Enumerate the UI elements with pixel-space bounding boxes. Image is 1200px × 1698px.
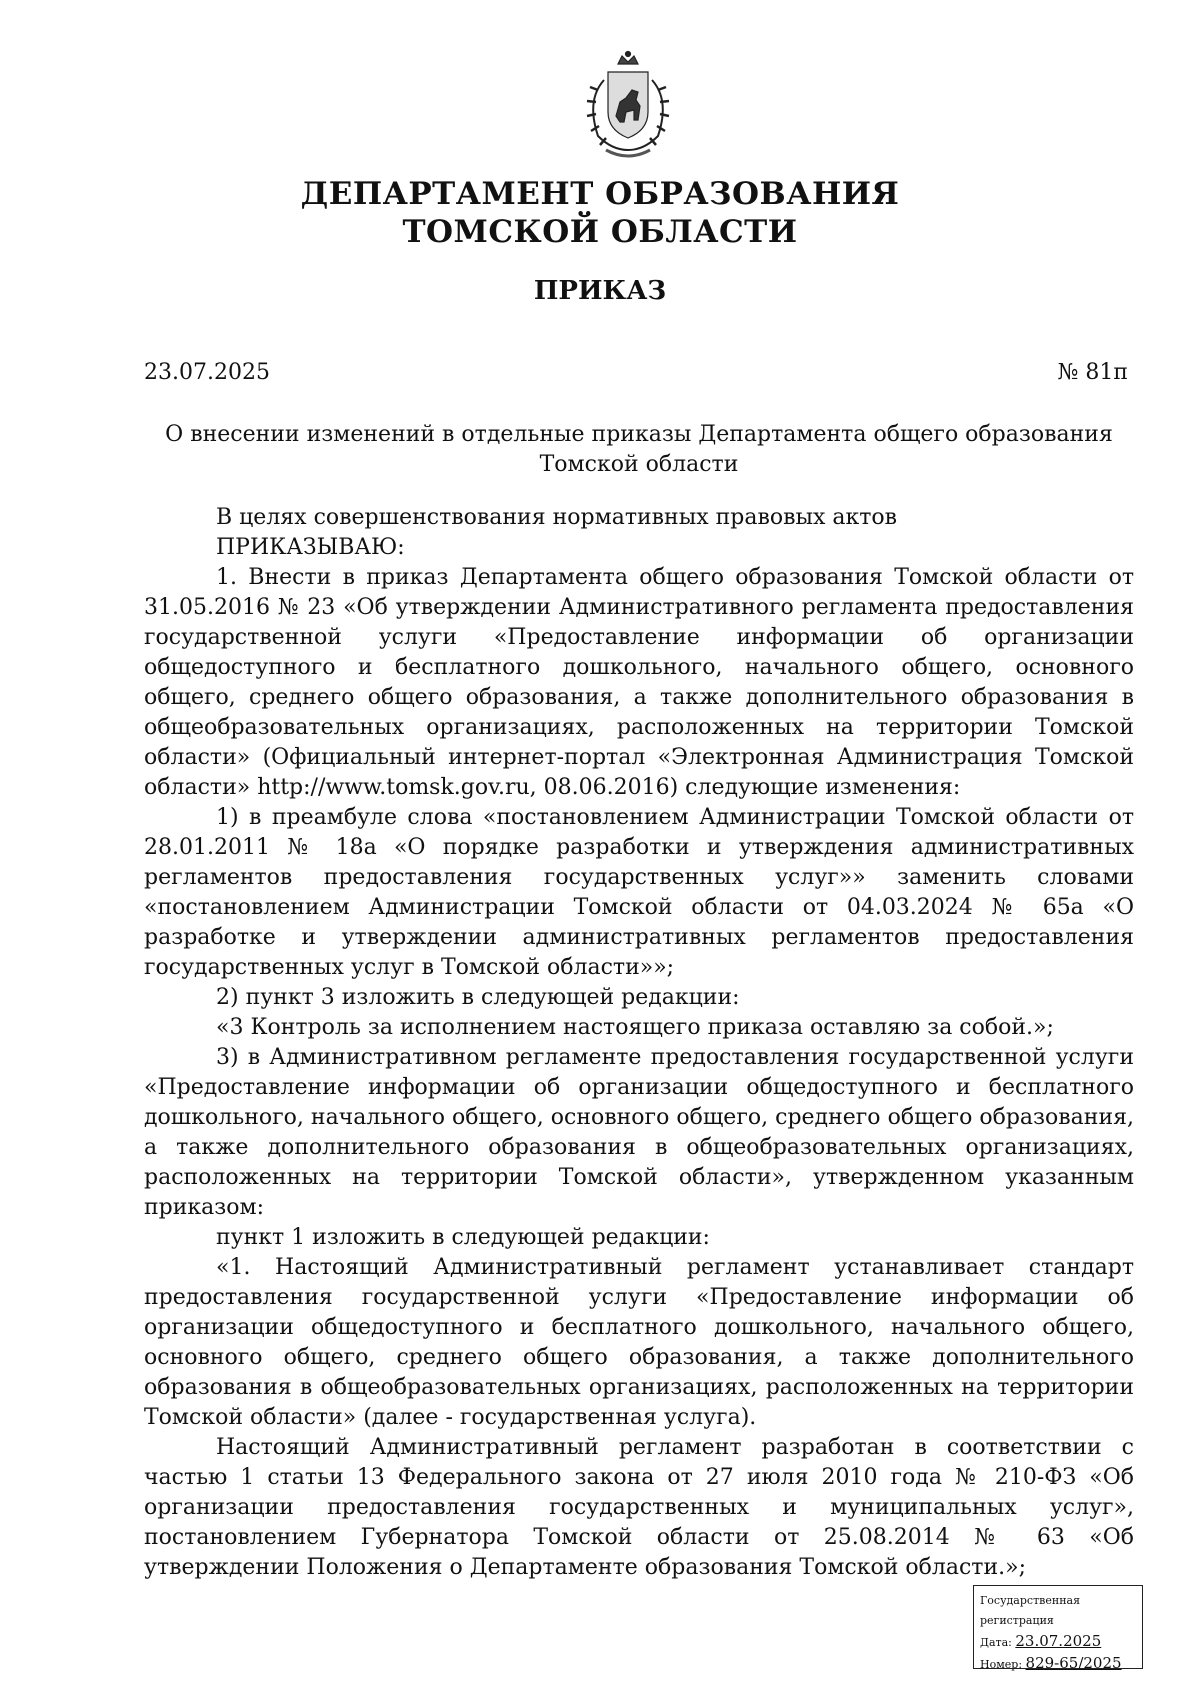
registration-date-value: 23.07.2025 xyxy=(1015,1632,1102,1650)
subitem-1-paragraph: 1) в преамбуле слова «постановлением Администрации Томской области от 28.01.2011 № 18а «О порядке разработки и утверждения административных регламентов предоставления государственных услуг»» заменить словами «постановлением Администрации Томской области от 04.03.2024 № 65а «О разработке и утверждении административных регламентов предоставления государственных услуг в Томской области»»; xyxy=(144,805,1134,980)
registration-number-label: Номер: xyxy=(980,1658,1023,1671)
organization-name-line1: ДЕПАРТАМЕНТ ОБРАЗОВАНИЯ xyxy=(300,176,900,212)
document-number: № 81п xyxy=(1057,360,1128,385)
subitem-2-paragraph: 2) пункт 3 изложить в следующей редакции: xyxy=(216,985,740,1010)
registration-heading: Государственная регистрация xyxy=(980,1594,1081,1627)
registration-stamp xyxy=(973,1585,1143,1672)
preamble-paragraph: В целях совершенствования нормативных правовых актов xyxy=(216,505,898,530)
point-1-heading: пункт 1 изложить в следующей редакции: xyxy=(216,1225,710,1250)
registration-number-row xyxy=(980,1653,1136,1675)
registration-date-label: Дата: xyxy=(980,1636,1012,1649)
registration-date-row xyxy=(980,1631,1136,1653)
document-body xyxy=(144,503,1134,1583)
regulation-basis-paragraph: Настоящий Административный регламент разработан в соответствии с частью 1 статьи 13 Федерального закона от 27 июля 2010 года № 210-ФЗ «Об организации предоставления государственных и муниципальных услуг», постановлением Губернатора Томской области от 25.08.2014 № 63 «Об утверждении Положения о Департаменте образования Томской области.»; xyxy=(144,1435,1134,1580)
organization-name-line2: ТОМСКОЙ ОБЛАСТИ xyxy=(402,214,798,250)
order-word: ПРИКАЗЫВАЮ: xyxy=(216,535,405,560)
coat-of-arms-emblem xyxy=(568,50,688,164)
document-date: 23.07.2025 xyxy=(144,360,270,385)
item-1-paragraph: 1. Внести в приказ Департамента общего образования Томской области от 31.05.2016 № 23 «Об утверждении Административного регламента предоставления государственной услуги «Предоставление информации об организации общедоступного и бесплатного дошкольного, начального общего, основного общего, среднего общего образования, а также дополнительного образования в общеобразовательных организациях, расположенных на территории Томской области» (Официальный интернет-портал «Электронная Администрация Томской области» http://www.tomsk.gov.ru, 08.06.2016) следующие изменения: xyxy=(144,565,1134,800)
document-title: О внесении изменений в отдельные приказы Департамента общего образования Томской области xyxy=(165,422,1113,477)
registration-number-value: 829-65/2025 xyxy=(1025,1654,1122,1672)
subitem-3-paragraph: 3) в Административном регламенте предоставления государственной услуги «Предоставление информации об организации общедоступного и бесплатного дошкольного, начального общего, основного общего, среднего общего образования, а также дополнительного образования в общеобразовательных организациях, расположенных на территории Томской области», утвержденном указанным приказом: xyxy=(144,1045,1134,1220)
document-type: ПРИКАЗ xyxy=(533,276,667,306)
subitem-2-text: «3 Контроль за исполнением настоящего приказа оставляю за собой.»; xyxy=(216,1015,1054,1040)
point-1-text: «1. Настоящий Административный регламент устанавливает стандарт предоставления государственной услуги «Предоставление информации об организации общедоступного и бесплатного дошкольного, начального общего, основного общего, среднего общего образования, а также дополнительного образования в общеобразовательных организациях, расположенных на территории Томской области» (далее - государственная услуга). xyxy=(144,1255,1134,1430)
